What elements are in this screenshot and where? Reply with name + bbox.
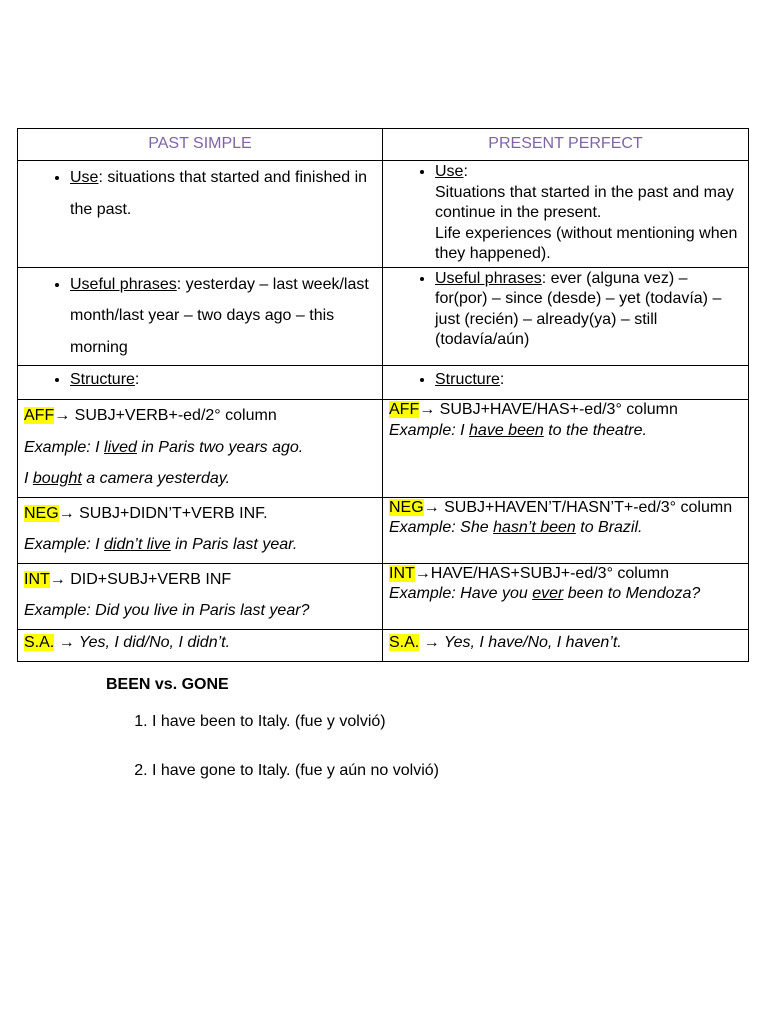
pp-phrases-item: • Useful phrases: ever (alguna vez) – for(por) – since (desde) – yet (todavía) – just (recién) – already(ya) – still (todavía/aún) [435, 269, 742, 351]
past-structure-item: • Structure: [70, 370, 376, 391]
pp-aff-cell: AFF→ SUBJ+HAVE/HAS+-ed/3° column Example: I have been to the theatre. [383, 400, 749, 498]
neg-row [18, 497, 749, 563]
sa-tag: S.A. [24, 633, 55, 651]
been-vs-gone-title: BEEN vs. GONE [106, 676, 229, 693]
past-use-cell [18, 161, 383, 268]
neg-tag: NEG [389, 498, 424, 516]
pp-use-cell [383, 161, 749, 268]
pp-structure-item: • Structure: [435, 370, 742, 391]
past-int-example: Example: Did you live in Paris last year? [24, 602, 310, 619]
aff-tag: AFF [389, 401, 420, 418]
past-aff-example-1: Example: I lived in Paris two years ago. [24, 438, 304, 456]
past-neg-example: Example: I didn’t live in Paris last year. [24, 536, 298, 553]
grammar-comparison-table [17, 128, 749, 662]
past-neg-cell: NEG→ SUBJ+DIDN’T+VERB INF. Example: I didn’t live in Paris last year. [18, 497, 383, 563]
pp-neg-cell: NEG→ SUBJ+HAVEN’T/HASN’T+-ed/3° column Example: She hasn’t been to Brazil. [383, 497, 749, 563]
pp-int-example: Example: Have you ever been to Mendoza? [389, 585, 701, 602]
int-row [18, 563, 749, 629]
list-item: 2. I have gone to Italy. (fue y aún no volvió) [152, 761, 752, 781]
int-tag: INT [24, 570, 50, 588]
structure-row [18, 366, 749, 400]
been-vs-gone-list [106, 712, 752, 810]
useful-phrases-row [18, 267, 749, 366]
past-sa-cell: S.A. → Yes, I did/No, I didn’t. [18, 629, 383, 661]
header-present-perfect: PRESENT PERFECT [383, 129, 749, 161]
pp-structure-cell [383, 366, 749, 400]
header-past-simple: PAST SIMPLE [18, 129, 383, 161]
pp-phrases-cell [383, 267, 749, 366]
pp-sa-cell: S.A. → Yes, I have/No, I haven’t. [383, 629, 749, 661]
sa-tag: S.A. [389, 633, 420, 651]
header-row [18, 129, 749, 161]
past-structure-cell [18, 366, 383, 400]
pp-use-item: • Use: Situations that started in the past and may continue in the present. Life experiences (without mentioning when they happened). [435, 162, 742, 265]
pp-neg-example: Example: She hasn’t been to Brazil. [389, 519, 643, 536]
neg-tag: NEG [24, 504, 59, 522]
past-int-cell: INT→ DID+SUBJ+VERB INF Example: Did you live in Paris last year? [18, 563, 383, 629]
pp-aff-example: Example: I have been to the theatre. [389, 421, 647, 439]
past-aff-cell: AFF→ SUBJ+VERB+-ed/2° column Example: I lived in Paris two years ago. I bought a camera yesterday. [18, 400, 383, 498]
aff-row [18, 400, 749, 498]
past-use-item: • Use: situations that started and finished in the past. [70, 162, 376, 225]
use-row [18, 161, 749, 268]
pp-int-cell: INT→HAVE/HAS+SUBJ+-ed/3° column Example: Have you ever been to Mendoza? [383, 563, 749, 629]
past-phrases-cell [18, 267, 383, 366]
list-item: 1. I have been to Italy. (fue y volvió) [152, 712, 752, 732]
int-tag: INT [389, 564, 415, 582]
past-aff-example-2: I bought a camera yesterday. [24, 470, 231, 487]
sa-row [18, 629, 749, 661]
past-phrases-item: • Useful phrases: yesterday – last week/last month/last year – two days ago – this morning [70, 269, 376, 364]
aff-tag: AFF [24, 407, 55, 424]
